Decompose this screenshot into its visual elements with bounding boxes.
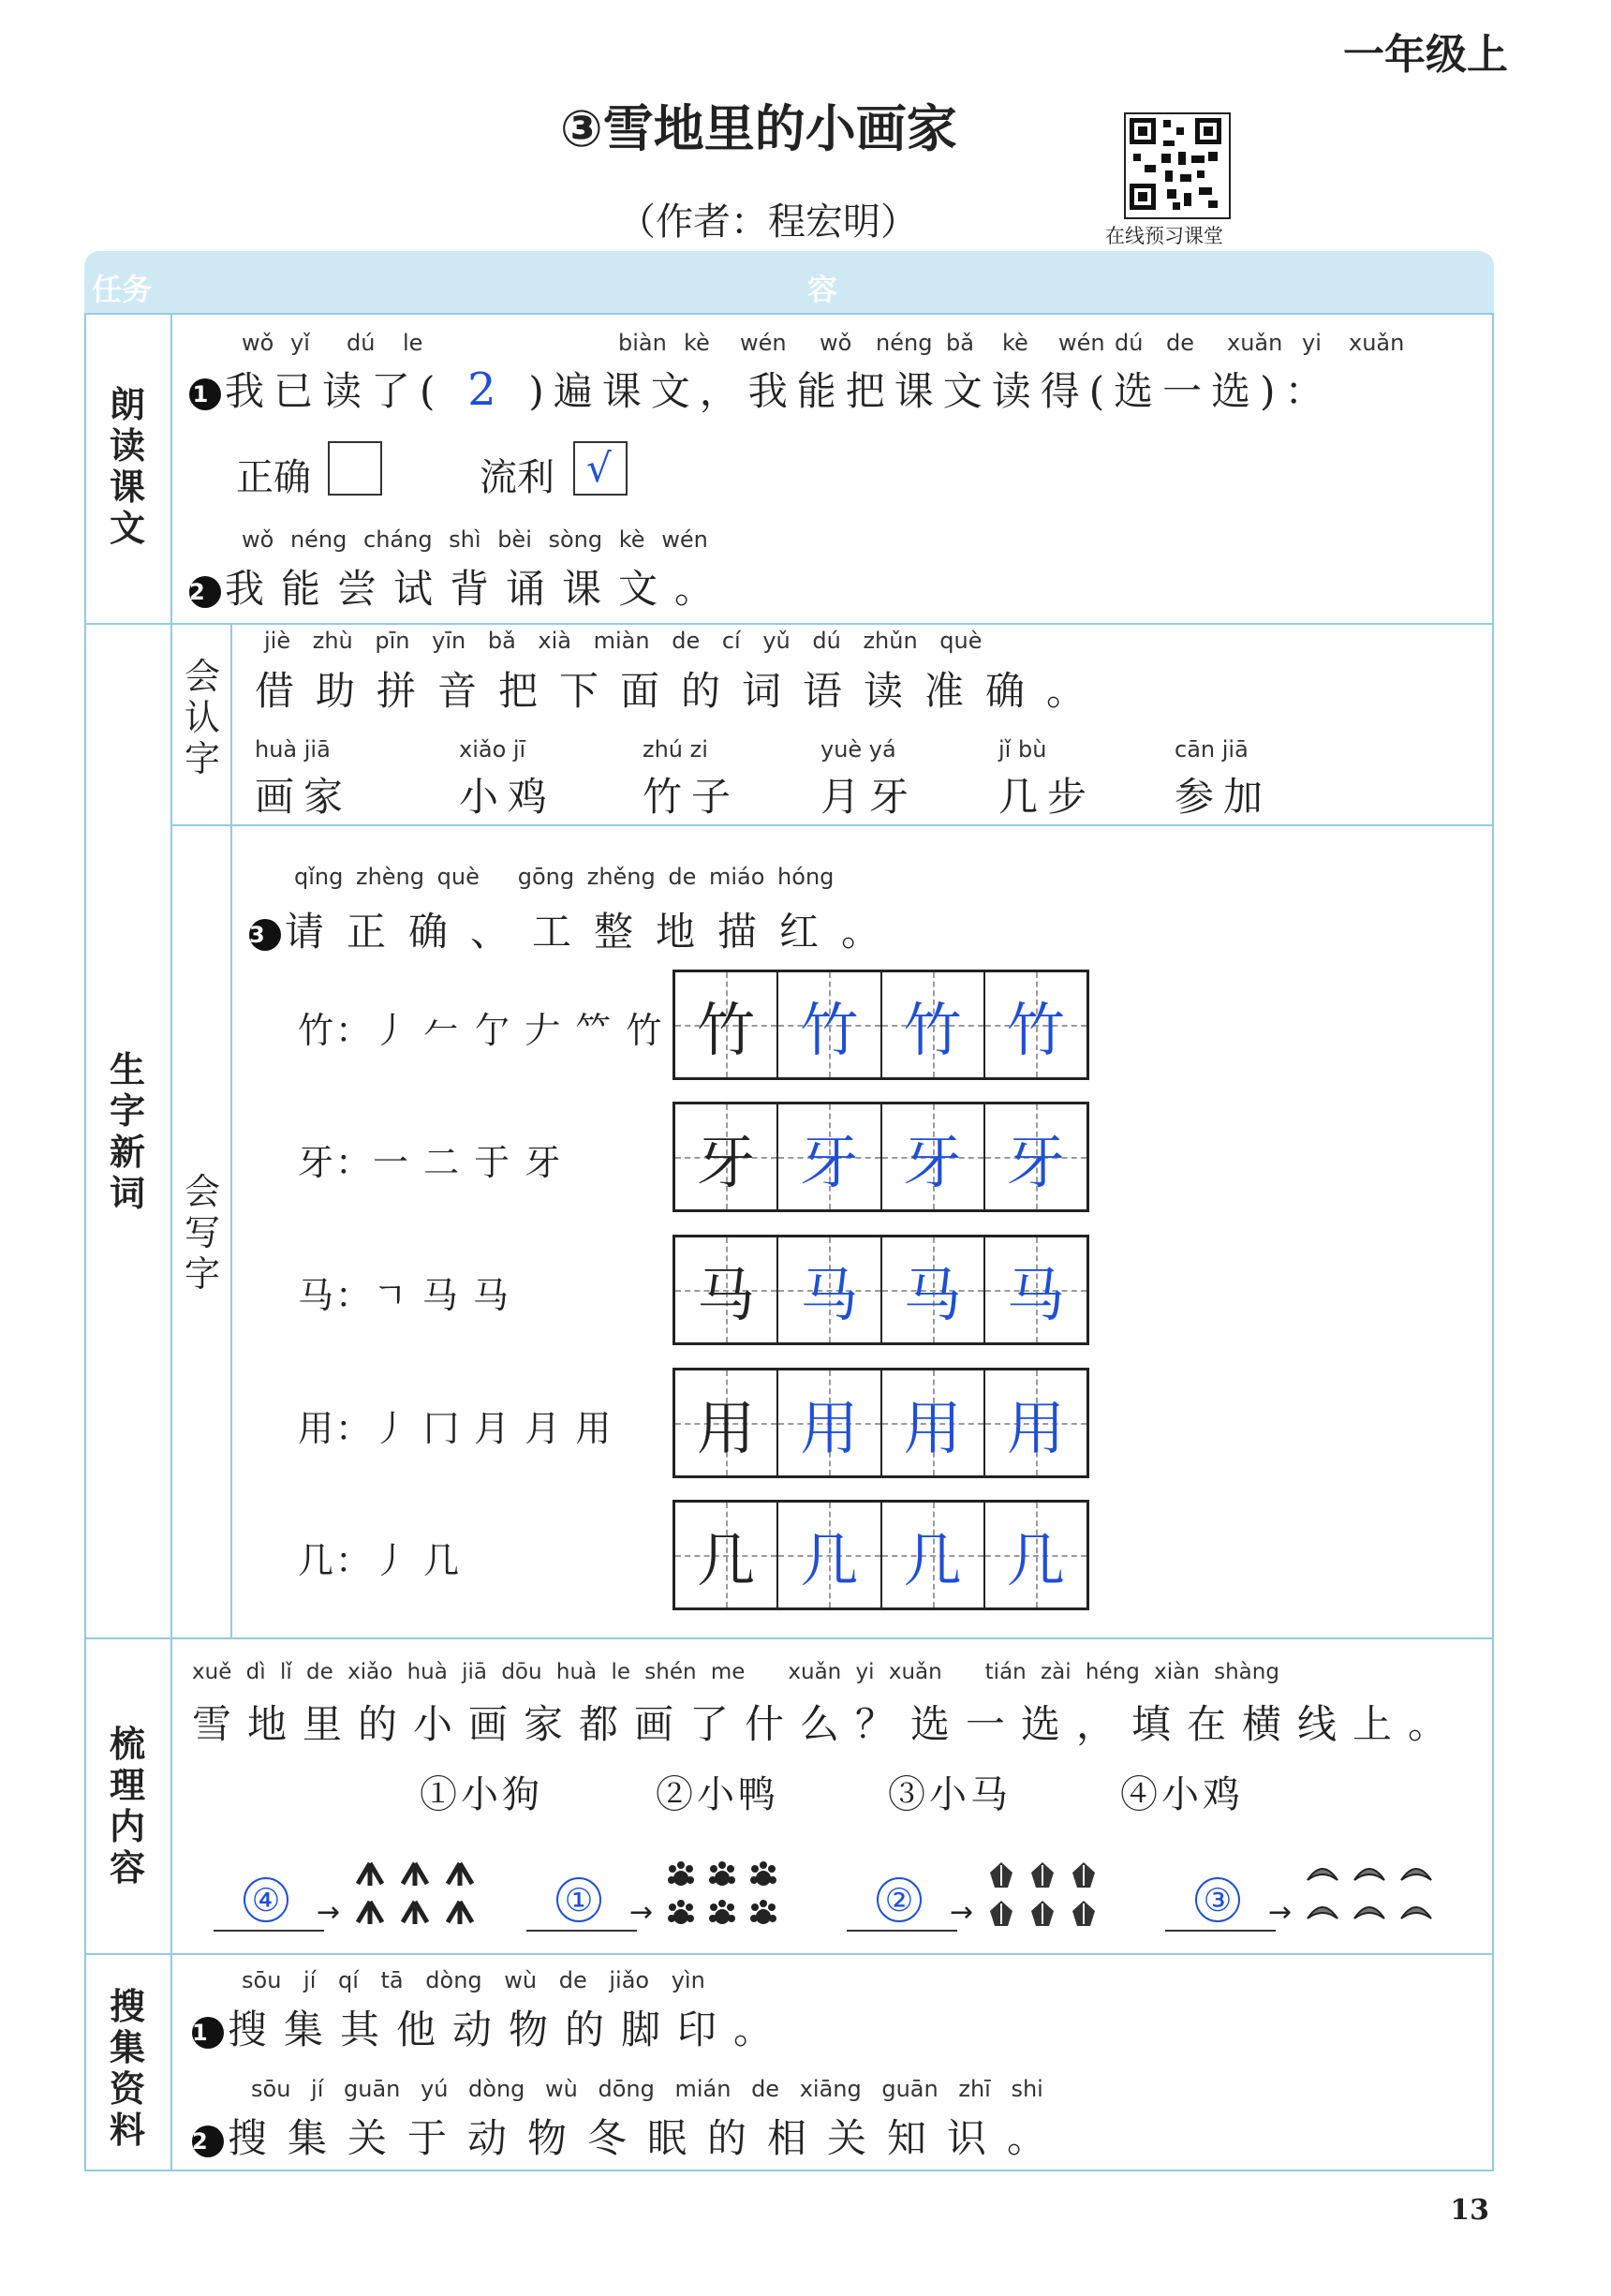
q1-pinyin: wǒ — [242, 330, 274, 356]
q2-pinyin: wǒ néng cháng shì bèi sòng kè wén — [242, 526, 708, 553]
answer-choice[interactable]: ② — [877, 1877, 922, 1922]
stroke-order: 牙：一 二 于 牙 — [298, 1142, 563, 1183]
word-hanzi: 几步 — [998, 774, 1097, 820]
trace-char: 用 — [1006, 1393, 1065, 1462]
trace-cell[interactable] — [882, 972, 985, 1077]
model-char: 牙 — [697, 1127, 756, 1196]
option-fluent-label: 流利 — [480, 456, 554, 499]
sublabel-divider — [230, 623, 232, 1637]
stroke-order: 几：丿 几 — [298, 1540, 462, 1581]
q1-pinyin: dú — [1115, 330, 1144, 356]
trace-char: 几 — [800, 1525, 859, 1594]
trace-cell[interactable] — [985, 972, 1086, 1077]
q1-pinyin: yi — [1302, 330, 1322, 356]
arrow-icon: → — [317, 1896, 341, 1929]
q1-pinyin: wén — [1058, 330, 1105, 356]
trace-cell[interactable] — [882, 1237, 985, 1342]
marker-1: 1 — [189, 378, 221, 410]
trace-cell[interactable] — [985, 1104, 1086, 1209]
word-hanzi: 竹子 — [643, 774, 741, 820]
trace-char: 马 — [1006, 1260, 1065, 1329]
trace-cell[interactable] — [778, 1237, 881, 1342]
q1-pinyin: xuǎn — [1349, 330, 1405, 356]
reading-question-2 — [189, 558, 731, 615]
footprint-icon — [1397, 1859, 1435, 1891]
section-label-content: 梳理内容 — [109, 1723, 145, 1889]
q1-pinyin: xuǎn — [1227, 330, 1283, 356]
trace-char: 牙 — [903, 1127, 962, 1196]
tracing-grid — [672, 1500, 1089, 1610]
footprint-icon — [665, 1898, 697, 1933]
model-cell — [675, 1237, 778, 1342]
footprint-icon — [665, 1859, 697, 1895]
collect-q2-text: 搜集关于动物冬眠的相关知识。 — [228, 2115, 1068, 2161]
trace-char: 用 — [800, 1393, 859, 1462]
footprint-icon — [1027, 1859, 1058, 1895]
trace-cell[interactable] — [778, 1503, 881, 1607]
trace-cell[interactable] — [985, 1503, 1086, 1607]
check-mark-icon: √ — [586, 445, 612, 491]
label-column-divider — [170, 313, 172, 2171]
trace-cell[interactable] — [778, 1370, 881, 1475]
footprint-icon — [1027, 1898, 1058, 1933]
trace-char: 几 — [903, 1525, 962, 1594]
footprint-row — [1304, 1898, 1435, 1930]
trace-char: 竹 — [1006, 995, 1065, 1064]
author-line: （作者：程宏明） — [618, 200, 918, 244]
section-label-newchars: 生字新词 — [109, 1048, 145, 1214]
page-number: 13 — [1450, 2194, 1489, 2227]
row-divider — [84, 1637, 1494, 1639]
model-cell — [675, 1503, 778, 1607]
trace-char: 马 — [800, 1260, 859, 1329]
footprint-icon — [706, 1859, 738, 1895]
q1-pinyin: kè — [1002, 330, 1028, 356]
trace-cell[interactable] — [985, 1237, 1086, 1342]
q1-answer: 2 — [467, 363, 506, 416]
footprint-row — [1304, 1859, 1435, 1891]
trace-cell[interactable] — [882, 1503, 985, 1607]
collect-q2-pinyin: sōu jí guān yú dòng wù dōng mián de xiāng guān zhī shi — [251, 2076, 1043, 2102]
recognize-instruction: 借助拼音把下面的词语读准确。 — [255, 668, 1108, 714]
tracing-grid — [672, 1235, 1089, 1345]
reading-question-1 — [189, 361, 1334, 417]
q1-pinyin: bǎ — [946, 330, 974, 356]
model-char: 马 — [697, 1260, 756, 1329]
q1-pinyin: yǐ — [290, 330, 310, 356]
stroke-order: 竹：丿 𠂉 亇 𠂇 𥫗 竹 — [298, 1010, 664, 1051]
q1-pinyin: dú — [347, 330, 376, 356]
trace-cell[interactable] — [778, 1104, 881, 1209]
answer-choice[interactable]: ① — [556, 1877, 601, 1922]
content-instruction: 雪地里的小画家都画了什么？选一选，填在横线上。 — [192, 1701, 1464, 1747]
q1-pinyin: wǒ — [820, 330, 852, 356]
option-fluent-checkbox[interactable] — [573, 441, 628, 496]
tracing-grid — [672, 1102, 1089, 1212]
model-cell — [675, 1104, 778, 1209]
answer-blank-line — [1165, 1930, 1276, 1932]
footprint-icon — [1351, 1859, 1388, 1891]
write-instruction — [249, 901, 903, 957]
section-label-reading: 朗读课文 — [109, 383, 145, 549]
collect-question-1 — [192, 1999, 790, 2055]
answer-choice[interactable]: ③ — [1195, 1877, 1240, 1922]
footprint-row — [352, 1898, 478, 1930]
arrow-icon: → — [1268, 1896, 1293, 1929]
word-hanzi: 小鸡 — [459, 774, 557, 820]
model-char: 竹 — [697, 995, 756, 1064]
footprint-row — [665, 1859, 779, 1895]
footprint-row — [665, 1898, 779, 1933]
option-correct-label: 正确 — [236, 456, 311, 499]
footprint-icon — [1304, 1859, 1341, 1891]
footprint-icon — [747, 1859, 779, 1895]
marker-2: 2 — [192, 2126, 224, 2157]
tracing-grid — [672, 1368, 1089, 1478]
footprint-icon — [1304, 1898, 1341, 1930]
sublabel-write: 会写字 — [184, 1171, 220, 1295]
footprint-row — [352, 1859, 478, 1891]
footprint-icon — [397, 1859, 433, 1891]
model-cell — [675, 972, 778, 1077]
footprint-icon — [352, 1859, 388, 1891]
trace-char: 马 — [903, 1260, 962, 1329]
arrow-icon: → — [950, 1896, 974, 1929]
collect-question-2 — [192, 2108, 1067, 2164]
q1-pinyin: kè — [684, 330, 710, 356]
q1-pinyin: biàn — [618, 330, 667, 356]
collect-q1-text: 搜集其他动物的脚印。 — [228, 2007, 791, 2052]
q2-text: 我能尝试背诵课文。 — [225, 566, 732, 612]
footprint-row — [985, 1859, 1100, 1895]
word-pinyin: zhú zi — [643, 736, 708, 763]
trace-char: 牙 — [800, 1127, 859, 1196]
footprint-icon — [985, 1859, 1017, 1895]
trace-char: 几 — [1006, 1525, 1065, 1594]
row-divider — [84, 623, 1494, 625]
band-label-left: 任务 — [92, 272, 153, 307]
footprint-icon — [706, 1898, 738, 1933]
word-hanzi: 画家 — [255, 774, 353, 820]
trace-cell[interactable] — [778, 972, 881, 1077]
row-divider — [170, 824, 1494, 826]
trace-cell[interactable] — [985, 1370, 1086, 1475]
model-char: 用 — [697, 1393, 756, 1462]
arrow-icon: → — [629, 1896, 654, 1929]
model-cell — [675, 1370, 778, 1475]
marker-3: 3 — [249, 919, 281, 951]
q1-pinyin: néng — [876, 330, 933, 356]
footprint-row — [985, 1898, 1100, 1933]
band-label-right: 容 — [807, 272, 838, 307]
footprint-icon — [442, 1898, 478, 1930]
q3-text: 请正确、工整地描红。 — [285, 909, 904, 955]
grade-label: 一年级上 — [1343, 31, 1508, 79]
stroke-order: 马：ㄱ 马 马 — [298, 1275, 510, 1316]
footprint-icon — [1068, 1898, 1100, 1933]
footprint-icon — [1397, 1898, 1435, 1930]
section-label-collect: 搜集资料 — [109, 1985, 145, 2151]
q1-pinyin: wén — [740, 330, 787, 356]
footprint-icon — [1068, 1859, 1100, 1895]
trace-char: 用 — [903, 1393, 962, 1462]
trace-cell[interactable] — [882, 1370, 985, 1475]
marker-1: 1 — [192, 2017, 224, 2049]
word-pinyin: jǐ bù — [998, 736, 1047, 763]
trace-char: 竹 — [903, 995, 962, 1064]
footprint-icon — [442, 1859, 478, 1891]
page-title: ③雪地里的小画家 — [560, 99, 957, 158]
word-pinyin: huà jiā — [255, 736, 331, 763]
q1-text-a: 我已读了( — [225, 368, 445, 414]
answer-blank-line — [847, 1930, 957, 1932]
option-correct-checkbox[interactable] — [328, 441, 382, 496]
model-char: 几 — [697, 1525, 756, 1594]
tracing-grid — [672, 970, 1089, 1080]
answer-choice[interactable]: ④ — [244, 1877, 288, 1922]
q1-pinyin: de — [1166, 330, 1194, 356]
footprint-icon — [397, 1898, 433, 1930]
q1-text-b: )遍课文，我能把课文读得(选一选)： — [528, 368, 1334, 414]
trace-char: 竹 — [800, 995, 859, 1064]
word-pinyin: yuè yá — [820, 736, 896, 763]
animal-option: ③小马 — [888, 1773, 1012, 1816]
trace-cell[interactable] — [882, 1104, 985, 1209]
qr-caption: 在线预习课堂 — [1105, 225, 1223, 247]
footprint-icon — [352, 1898, 388, 1930]
sublabel-recognize: 会认字 — [184, 656, 220, 779]
q3-pinyin: qǐng zhèng què gōng zhěng de miáo hóng — [294, 864, 835, 890]
collect-q1-pinyin: sōu jí qí tā dòng wù de jiǎo yìn — [242, 1967, 705, 1993]
content-pinyin: xuě dì lǐ de xiǎo huà jiā dōu huà le shén me xuǎn yi xuǎn tián zài héng xiàn shàng — [192, 1660, 1279, 1684]
recognize-pinyin: jiè zhù pīn yīn bǎ xià miàn de cí yǔ dú zhǔn què — [264, 628, 983, 654]
trace-char: 牙 — [1006, 1127, 1065, 1196]
footprint-icon — [747, 1898, 779, 1933]
marker-2: 2 — [189, 576, 221, 608]
qr-code[interactable] — [1124, 112, 1231, 219]
word-pinyin: xiǎo jī — [459, 736, 526, 763]
stroke-order: 用：丿 冂 月 月 用 — [298, 1408, 613, 1449]
q1-pinyin: le — [403, 330, 423, 356]
row-divider — [84, 1953, 1494, 1955]
word-hanzi: 参加 — [1175, 774, 1273, 820]
animal-option: ④小鸡 — [1120, 1773, 1244, 1816]
section-band — [84, 251, 1494, 313]
answer-blank-line — [214, 1930, 324, 1932]
footprint-icon — [985, 1898, 1017, 1933]
footprint-icon — [1351, 1898, 1388, 1930]
answer-blank-line — [526, 1930, 637, 1932]
word-pinyin: cān jiā — [1175, 736, 1249, 763]
animal-option: ①小狗 — [420, 1773, 543, 1816]
word-hanzi: 月牙 — [820, 774, 919, 820]
animal-option: ②小鸭 — [656, 1773, 779, 1816]
